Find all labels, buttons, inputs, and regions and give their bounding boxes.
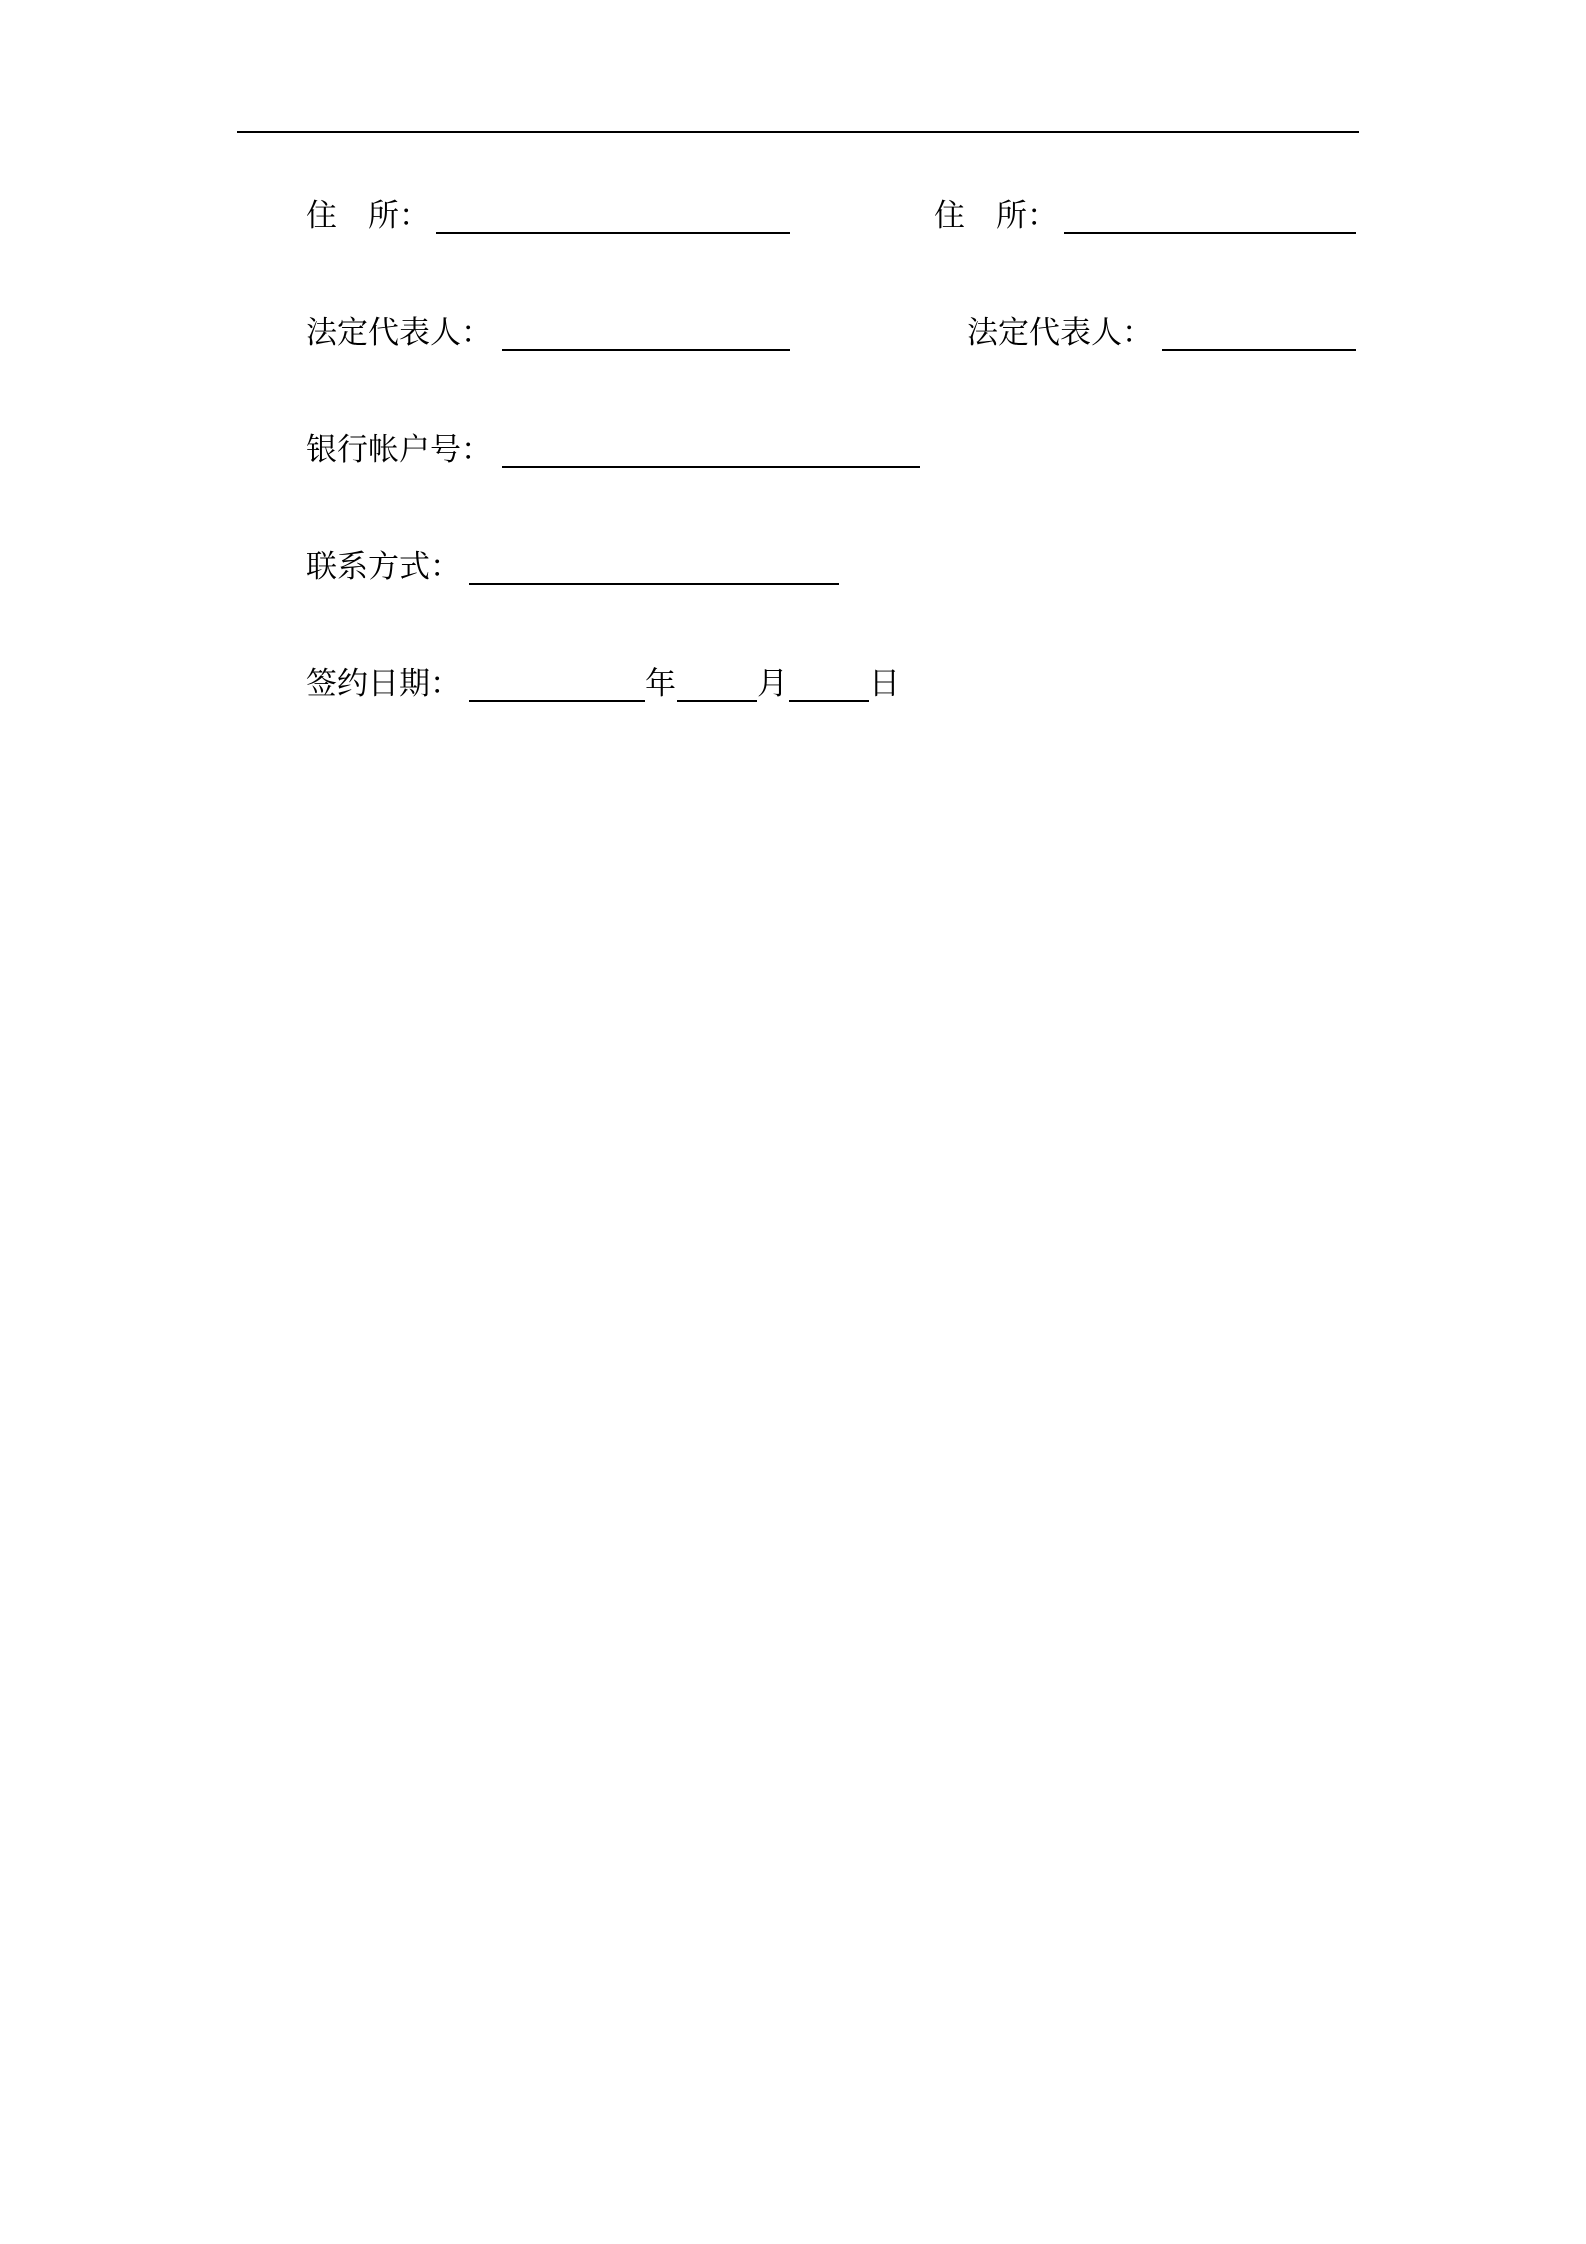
address-row-left (306, 196, 790, 240)
address-label-left: 住 所： (306, 198, 430, 234)
legal-rep-label-right: 法定代表人： (967, 315, 1153, 351)
bank-account-row (306, 430, 920, 474)
signing-date-label: 签约日期： (306, 666, 461, 702)
legal-rep-blank-left[interactable] (502, 349, 790, 351)
contact-label: 联系方式： (306, 549, 461, 585)
month-unit: 月 (757, 666, 788, 702)
month-blank[interactable] (677, 700, 757, 702)
header-rule (237, 131, 1359, 133)
legal-rep-label-left: 法定代表人： (306, 315, 492, 351)
address-blank-left[interactable] (436, 232, 790, 234)
contact-row (306, 547, 839, 591)
year-blank[interactable] (469, 700, 645, 702)
contact-blank[interactable] (469, 583, 839, 585)
legal-rep-blank-right[interactable] (1162, 349, 1356, 351)
legal-rep-row-right (967, 313, 1356, 357)
bank-account-blank[interactable] (502, 466, 920, 468)
day-unit: 日 (869, 666, 900, 702)
legal-rep-row-left (306, 313, 790, 357)
signing-date-row (306, 664, 901, 708)
day-blank[interactable] (789, 700, 869, 702)
address-blank-right[interactable] (1064, 232, 1356, 234)
year-unit: 年 (645, 666, 676, 702)
address-row-right (934, 196, 1356, 240)
bank-account-label: 银行帐户号： (306, 432, 492, 468)
address-label-right: 住 所： (934, 198, 1058, 234)
